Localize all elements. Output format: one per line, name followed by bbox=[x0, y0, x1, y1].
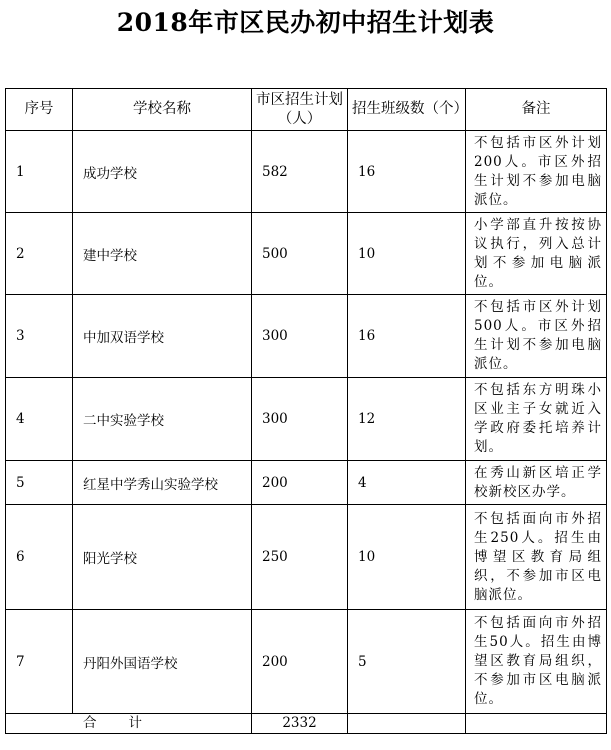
cell-quota: 250 bbox=[252, 505, 348, 610]
table-row bbox=[6, 378, 607, 461]
total-empty-classes bbox=[348, 714, 466, 734]
cell-school: 成功学校 bbox=[73, 131, 252, 213]
cell-quota: 200 bbox=[252, 610, 348, 714]
cell-school: 阳光学校 bbox=[73, 505, 252, 610]
header-school: 学校名称 bbox=[73, 89, 252, 131]
cell-classes: 16 bbox=[348, 295, 466, 378]
table-row bbox=[6, 131, 607, 213]
cell-seq: 7 bbox=[6, 610, 73, 714]
header-note: 备注 bbox=[466, 89, 607, 131]
table-row bbox=[6, 461, 607, 505]
cell-quota: 500 bbox=[252, 213, 348, 295]
cell-classes: 10 bbox=[348, 505, 466, 610]
header-quota: 市区招生计划（人） bbox=[252, 89, 348, 131]
cell-classes: 5 bbox=[348, 610, 466, 714]
cell-classes: 12 bbox=[348, 378, 466, 461]
cell-school: 建中学校 bbox=[73, 213, 252, 295]
table-row bbox=[6, 295, 607, 378]
total-quota: 2332 bbox=[252, 714, 348, 734]
cell-quota: 582 bbox=[252, 131, 348, 213]
cell-seq: 4 bbox=[6, 378, 73, 461]
cell-seq: 1 bbox=[6, 131, 73, 213]
page-title: 2018年市区民办初中招生计划表 bbox=[116, 8, 495, 37]
total-row bbox=[6, 714, 607, 734]
cell-seq: 3 bbox=[6, 295, 73, 378]
cell-quota: 300 bbox=[252, 378, 348, 461]
cell-note: 不包括面向市外招生50人。招生由博望区教育局组织，不参加市区电脑派位。 bbox=[466, 610, 607, 714]
table-row bbox=[6, 610, 607, 714]
cell-classes: 10 bbox=[348, 213, 466, 295]
cell-classes: 4 bbox=[348, 461, 466, 505]
table-header-row bbox=[6, 89, 607, 131]
cell-note: 在秀山新区培正学校新校区办学。 bbox=[466, 461, 607, 505]
cell-seq: 5 bbox=[6, 461, 73, 505]
cell-school: 中加双语学校 bbox=[73, 295, 252, 378]
cell-note: 不包括东方明珠小区业主子女就近入学政府委托培养计划。 bbox=[466, 378, 607, 461]
total-empty-note bbox=[466, 714, 607, 734]
cell-note: 小学部直升按按协议执行，列入总计划不参加电脑派位。 bbox=[466, 213, 607, 295]
cell-school: 丹阳外国语学校 bbox=[73, 610, 252, 714]
total-label-cell bbox=[6, 714, 252, 734]
header-classes: 招生班级数（个） bbox=[348, 89, 466, 131]
cell-quota: 300 bbox=[252, 295, 348, 378]
table-row bbox=[6, 213, 607, 295]
cell-school: 二中实验学校 bbox=[73, 378, 252, 461]
cell-classes: 16 bbox=[348, 131, 466, 213]
cell-seq: 6 bbox=[6, 505, 73, 610]
cell-note: 不包括面向市外招生250人。招生由博望区教育局组织，不参加市区电脑派位。 bbox=[466, 505, 607, 610]
enrollment-plan-table bbox=[5, 88, 607, 734]
header-seq: 序号 bbox=[6, 89, 73, 131]
cell-school: 红星中学秀山实验学校 bbox=[73, 461, 252, 505]
table-row bbox=[6, 505, 607, 610]
cell-note: 不包括市区外计划500人。市区外招生计划不参加电脑派位。 bbox=[466, 295, 607, 378]
cell-note: 不包括市区外计划200人。市区外招生计划不参加电脑派位。 bbox=[466, 131, 607, 213]
total-label: 合计 bbox=[83, 715, 174, 731]
cell-quota: 200 bbox=[252, 461, 348, 505]
cell-seq: 2 bbox=[6, 213, 73, 295]
